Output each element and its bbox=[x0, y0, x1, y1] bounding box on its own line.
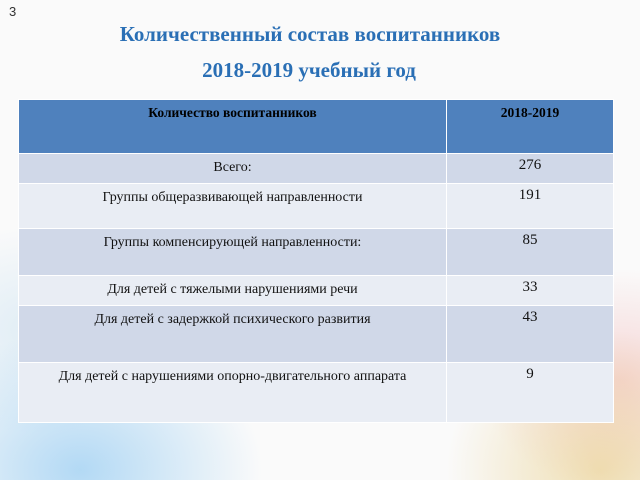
table-row bbox=[19, 184, 614, 229]
pupils-table bbox=[18, 99, 614, 423]
row-value: 43 bbox=[447, 306, 614, 363]
table-row bbox=[19, 229, 614, 276]
row-value: 9 bbox=[447, 363, 614, 423]
row-label: Для детей с задержкой психического развития bbox=[19, 306, 447, 363]
column-header-count: Количество воспитанников bbox=[19, 100, 447, 154]
row-value: 33 bbox=[447, 276, 614, 306]
table-row bbox=[19, 306, 614, 363]
table-header-row bbox=[19, 100, 614, 154]
table-row bbox=[19, 363, 614, 423]
column-header-year: 2018-2019 bbox=[447, 100, 614, 154]
page-subtitle: 2018-2019 учебный год bbox=[202, 58, 416, 82]
page-title: Количественный состав воспитанников bbox=[119, 22, 501, 46]
row-value: 85 bbox=[447, 229, 614, 276]
table-row bbox=[19, 154, 614, 184]
row-label: Группы компенсирующей направленности: bbox=[19, 229, 447, 276]
row-label: Для детей с нарушениями опорно-двигательного аппарата bbox=[19, 363, 447, 423]
slide-number: 3 bbox=[9, 4, 17, 19]
row-label: Для детей с тяжелыми нарушениями речи bbox=[19, 276, 447, 306]
row-label: Группы общеразвивающей направленности bbox=[19, 184, 447, 229]
row-value: 276 bbox=[447, 154, 614, 184]
table-row bbox=[19, 276, 614, 306]
row-label: Всего: bbox=[19, 154, 447, 184]
row-value: 191 bbox=[447, 184, 614, 229]
